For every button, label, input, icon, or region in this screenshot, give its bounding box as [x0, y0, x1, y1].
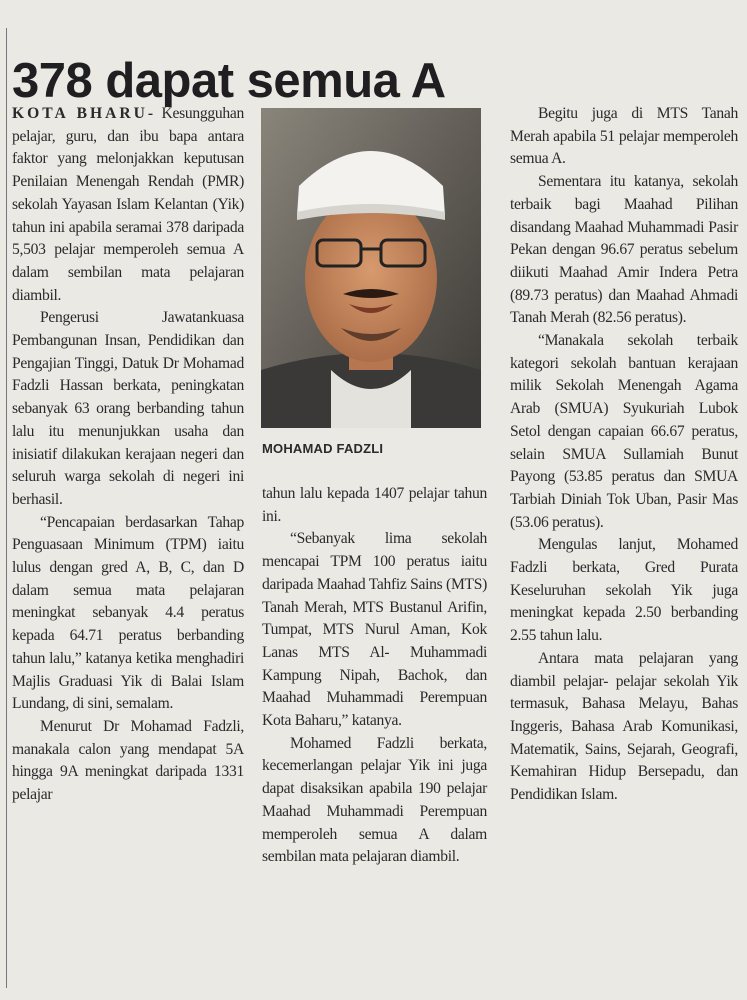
paragraph: Sementara itu katanya, sekolah terbaik bagi Maahad Pilihan disandang Maahad Muhammadi Pasir Pekan dengan 96.67 peratus sebelum diikuti Maahad Amir Indera Petra (89.73 peratus) dan Maahad Ahmadi Tanah Merah (82.56 peratus). [510, 173, 738, 327]
photo-caption: MOHAMAD FADZLI [262, 441, 384, 456]
article-column-2 [262, 483, 487, 869]
column-rule [6, 28, 7, 988]
article-column-3 [510, 103, 738, 807]
paragraph: “Sebanyak lima sekolah mencapai TPM 100 peratus iaitu daripada Maahad Tahfiz Sains (MTS) Tanah Merah, MTS Bustanul Arifin, Tumpat, MTS Nurul Aman, Kok Lanas MTS Al- Muhammadi Kampung Nipah, Bachok, dan Maahad Muhammadi Perempuan Kota Baharu,” katanya. [262, 530, 487, 730]
dateline: KOTA BHARU- [12, 105, 157, 122]
paragraph: “Manakala sekolah terbaik kategori sekolah bantuan kerajaan milik Sekolah Menengah Agama Arab (SMUA) Syukuriah Lubok Setol dengan capaian 66.67 peratus, selain SMUA Sullamiah Bunut Payong (53.85 peratus dan SMUA Tarbiah Diniah Tok Uban, Pasir Mas (53.06 peratus). [510, 332, 738, 531]
portrait-photo [261, 108, 481, 428]
portrait-image [261, 108, 481, 428]
paragraph: KOTA BHARU- Kesungguhan pelajar, guru, dan ibu bapa antara faktor yang melonjakkan keputusan Penilaian Menengah Rendah (PMR) sekolah Yayasan Islam Kelantan (Yik) tahun ini apabila seramai 378 daripada 5,503 pelajar memperoleh semua A dalam sembilan mata pelajaran diambil. [12, 105, 244, 304]
paragraph: Antara mata pelajaran yang diambil pelajar- pelajar sekolah Yik termasuk, Bahasa Melayu, Bahas Inggeris, Bahasa Arab Komunikasi, Matematik, Sains, Sejarah, Geografi, Kemahiran Hidup Bersepadu, dan Pendidikan Islam. [510, 649, 738, 804]
paragraph: Menurut Dr Mohamad Fadzli, manakala calon yang mendapat 5A hingga 9A meningkat daripada 1331 pelajar [12, 717, 244, 804]
article-column-1 [12, 103, 244, 807]
paragraph: Pengerusi Jawatankuasa Pembangunan Insan, Pendidikan dan Pengajian Tinggi, Datuk Dr Mohamad Fadzli Hassan berkata, peningkatan sebanyak 63 orang berbanding tahun lalu itu menunjukkan usaha dan inisiatif dilakukan kerajaan negeri dan seluruh warga sekolah di negeri ini berhasil. [12, 309, 244, 508]
paragraph: Begitu juga di MTS Tanah Merah apabila 51 pelajar memperoleh semua A. [510, 105, 738, 168]
paragraph: Mohamed Fadzli berkata, kecemerlangan pelajar Yik ini juga dapat disaksikan apabila 190 pelajar Maahad Muhammadi Perempuan memperoleh semua A dalam sembilan mata pelajaran diambil. [262, 734, 487, 866]
headline: 378 dapat semua A [12, 53, 446, 108]
paragraph: Mengulas lanjut, Mohamed Fadzli berkata, Gred Purata Keseluruhan sekolah Yik juga meningkat kepada 2.50 berbanding 2.55 tahun lalu. [510, 536, 738, 645]
paragraph: “Pencapaian berdasarkan Tahap Penguasaan Minimum (TPM) iaitu lulus dengan gred A, B, C, dan D dalam semua mata pelajaran meningkat sebanyak 4.4 peratus kepada 64.71 peratus berbanding tahun lalu,” katanya ketika menghadiri Majlis Graduasi Yik di Balai Islam Lundang, di sini, semalam. [12, 513, 244, 713]
paragraph: tahun lalu kepada 1407 pelajar tahun ini. [262, 485, 487, 525]
